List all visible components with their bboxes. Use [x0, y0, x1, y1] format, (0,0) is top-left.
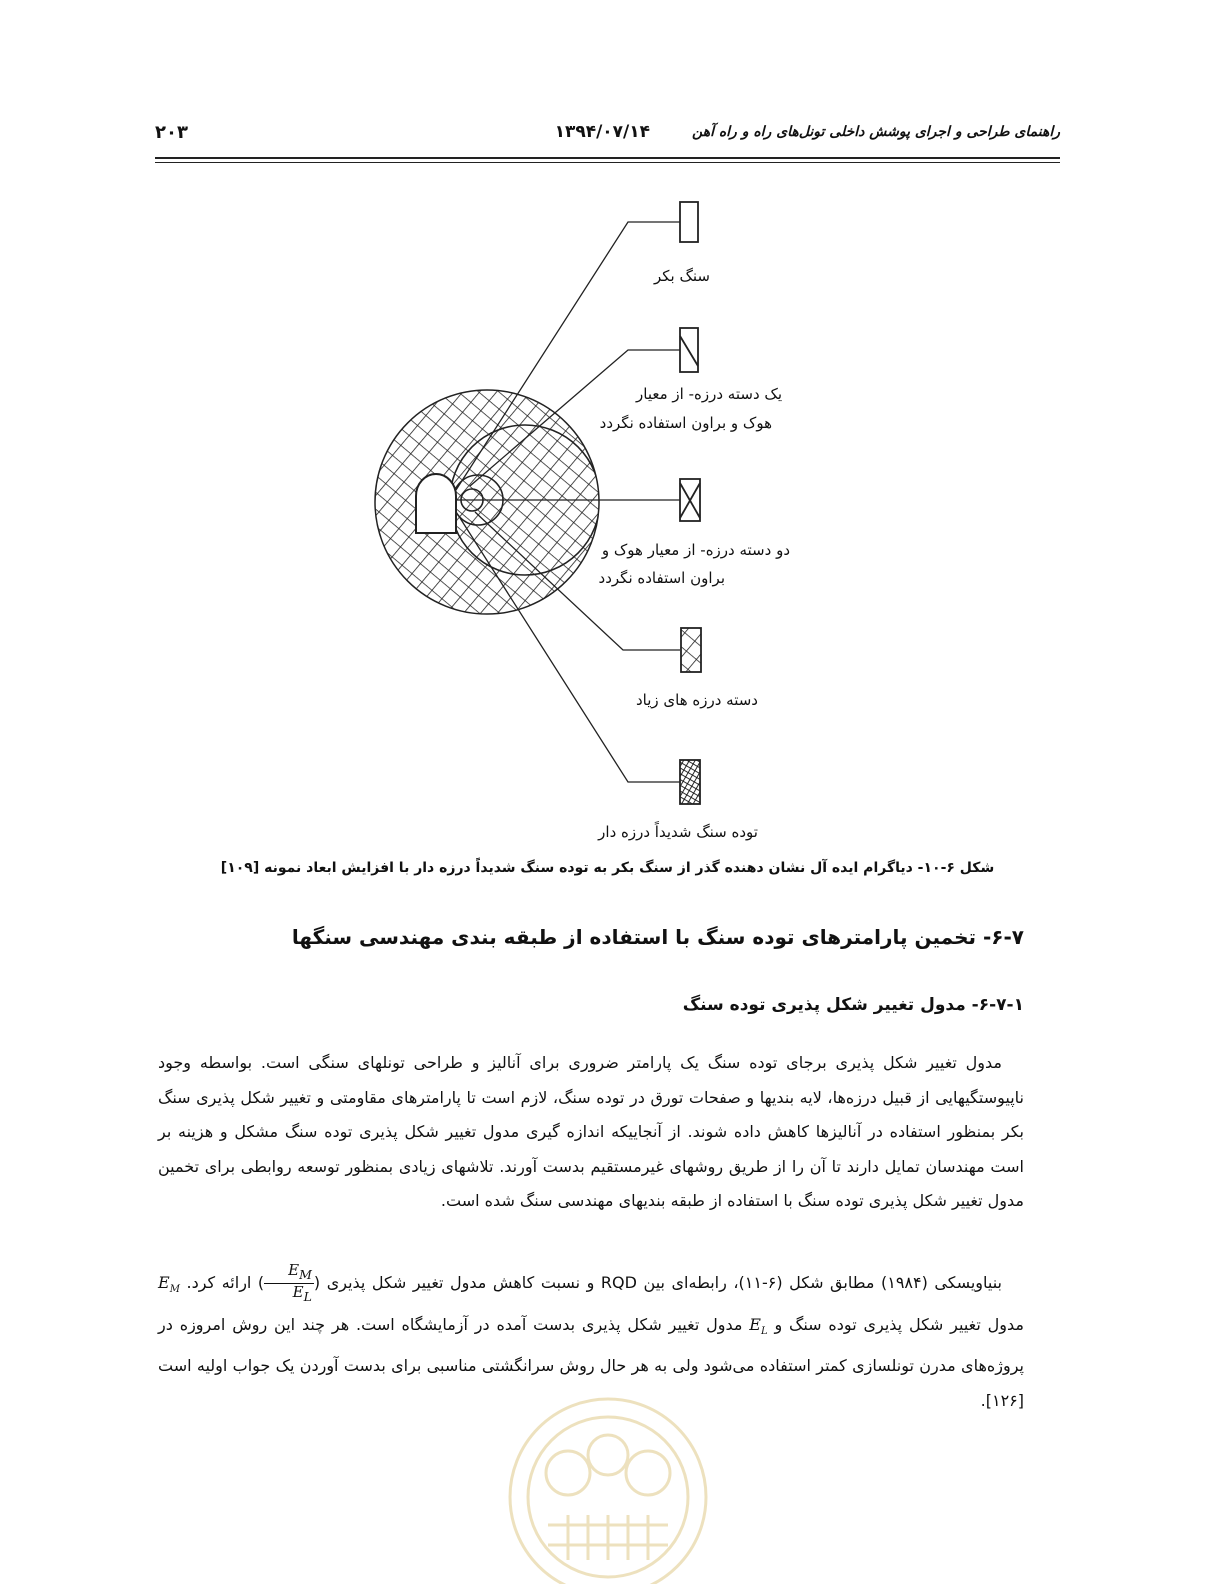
sample-heavily-jointed	[680, 760, 700, 804]
header-date: ۱۳۹۴/۰۷/۱۴	[554, 122, 650, 142]
paragraph-1: مدول تغییر شکل پذیری برجای توده سنگ یک پارامتر ضروری برای آنالیز و طراحی تونلهای سنگی است. بواسطه وجود ناپیوستگیهایی از قبیل درزه‌ها، لایه بندیها و صفحات تورق در توده سنگ، لازم است تا پارامترهای مقاومتی و تغییر شکل پذیری سنگ بکر بمنظور استفاده در آنالیزها کاهش داده شوند. از آنجاییکه اندازه گیری مدول تغییر شکل پذیری توده سنگ مشکل و هزینه بر است مهندسان تمایل دارند تا آن را از طریق روشهای غیرمستقیم بدست آورند. تلاشهای زیادی بمنظور توسعه روابطی برای تخمین مدول تغییر شکل پذیری توده سنگ با استفاده از طبقه بندیهای مهندسی سنگ شده است.	[158, 1053, 1024, 1210]
publisher-seal-watermark	[488, 1385, 728, 1584]
label-heavily-jointed: توده سنگ شدیداً درزه دار	[598, 823, 758, 841]
symbol-em: $E_M$	[158, 1273, 180, 1296]
paragraph-2-part-b: ) ارائه کرد.	[186, 1273, 265, 1292]
symbol-el: $E_L$	[749, 1314, 768, 1337]
sample-intact	[680, 202, 698, 242]
modulus-ratio-fraction: $\frac{E_M}{E_L}$	[264, 1262, 314, 1305]
label-one-joint-set-line2: هوک و براون استفاده نگردد	[599, 414, 772, 432]
paragraph-2-part-d: مدول تغییر شکل پذیری بدست آمده در آزمایشگاه است. هر چند این روش امروزه در پروژه‌های مدرن تونلسازی کمتر استفاده می‌شود ولی به هر حال روش سرانگشتی مناسبی برای بدست آوردن یک جواب اولیه است [۱۲۶].	[158, 1314, 1024, 1410]
label-two-joint-sets-line1: دو دسته درزه- از معیار هوک و	[601, 541, 790, 559]
label-two-joint-sets-line2: براون استفاده نگردد	[598, 569, 725, 587]
subsection-heading: ۶-۷-۱- مدول تغییر شکل پذیری توده سنگ	[682, 995, 1024, 1015]
page-number: ۲۰۳	[155, 122, 188, 143]
label-one-joint-set-line1: یک دسته درزه- از معیار	[636, 385, 782, 403]
label-many-joint-sets: دسته درزه های زیاد	[635, 691, 758, 709]
rock-mass-scale-diagram	[360, 190, 820, 855]
figure-caption: شکل ۶-۱۰- دیاگرام ایده آل نشان دهنده گذر از سنگ بکر به توده سنگ شدیداً درزه دار با افزایش ابعاد نمونه [۱۰۹]	[220, 860, 995, 876]
tunnel-outline	[416, 474, 456, 533]
section-heading: ۶-۷- تخمین پارامترهای توده سنگ با استفاده از طبقه بندی مهندسی سنگها	[291, 925, 1024, 949]
book-title: راهنمای طراحی و اجرای پوشش داخلی تونل‌های راه و راه آهن	[692, 124, 1060, 140]
paragraph-2-part-c: مدول تغییر شکل پذیری توده سنگ و	[774, 1314, 1024, 1334]
header-rule-thin	[155, 162, 1060, 163]
label-intact-rock: سنگ بکر	[653, 267, 710, 285]
running-header	[155, 122, 1060, 152]
sample-many-sets	[681, 628, 701, 672]
figure-rock-mass-diagram	[360, 190, 820, 855]
header-rule-thick	[155, 157, 1060, 159]
paragraph-2-part-a: بنیاویسکی (۱۹۸۴) مطابق شکل (۶-۱۱)، رابطه‌ای بین RQD و نسبت کاهش مدول تغییر شکل پذیری (	[313, 1273, 1002, 1292]
rock-mass-circle	[375, 390, 599, 614]
